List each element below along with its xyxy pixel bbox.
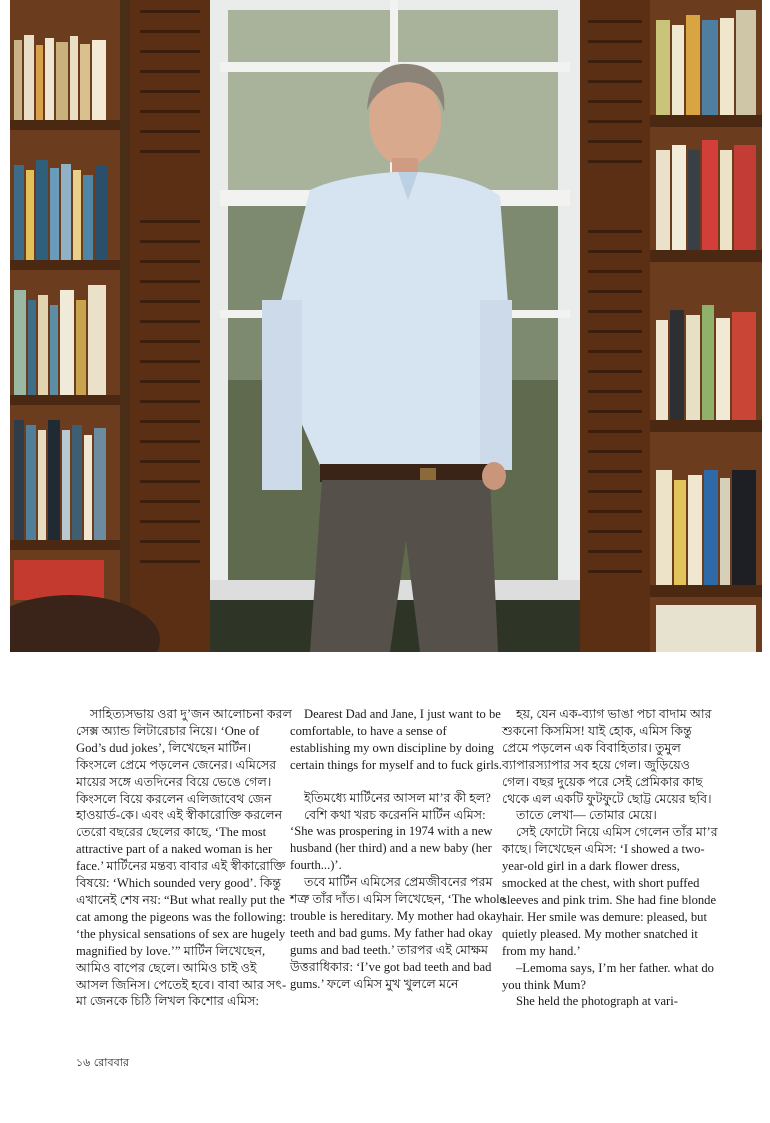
article-column-2	[290, 706, 506, 993]
article-column-3	[502, 706, 718, 1010]
portrait-photo	[10, 0, 762, 652]
article-column-1	[76, 706, 292, 1010]
paragraph: তাতে লেখা— তোমার মেয়ে।	[516, 808, 657, 823]
paragraph: তবে মার্টিন এমিসের প্রেমজীবনের পরম শত্রু তাঁর দাঁত। এমিস লিখেছেন, ‘The whole trouble is hereditary. My mother had okay teeth and bad gums. My father had okay gums and bad teeth.’ তারপর এই মোক্ষম উত্তরাধিকার: ‘I’ve got bad teeth and bad gums.’ ফলে এমিস মুখ খুললে মনে	[290, 875, 506, 991]
paragraph: সেই ফোটো নিয়ে এমিস গেলেন তাঁর মা’র কাছে। লিখেছেন এমিস: ‘I showed a two-year-old girl in a dark flower dress, smocked at the chest, with short puffed sleeves and pink trim. She had fine blonde hair. Her smile was demure: pleased, but quietly pleased. My mother snatched it from my hand.’	[502, 825, 718, 958]
paragraph: –Lemoma says, I’m her father. what do you think Mum?	[502, 960, 714, 992]
paragraph: বেশি কথা খরচ করেননি মার্টিন এমিস: ‘She was prospering in 1974 with a new husband (her third) and a new baby (her fourth...)’.	[290, 807, 493, 873]
paragraph: She held the photograph at vari-	[516, 994, 678, 1009]
page-footer: ১৬ রোববার	[76, 1056, 129, 1069]
article-photo	[10, 0, 762, 652]
paragraph: হয়, যেন এক-ব্যাগ ভাঙা পচা বাদাম আর শুকনো কিসমিস! যাই হোক, এমিস কিন্তু প্রেমে পড়লেন এক বিবাহিতার। তুমুল ব্যাপারস্যাপার সব হয়ে গেল। জুড়িয়েও গেল। বছর দুয়েক পরে সেই প্রেমিকার কাছ থেকে এল একটি ফুটফুটে ছোট্ট মেয়ের ছবি।	[502, 707, 712, 806]
paragraph: ইতিমধ্যে মার্টিনের আসল মা’র কী হল?	[304, 790, 491, 805]
paragraph: সাহিত্যসভায় ওরা দু’জন আলোচনা করল সেক্স অ্যান্ড লিটারেচার নিয়ে। ‘One of God’s dud jokes’, লিখেছেন মার্টিন। কিংসলে প্রেমে পড়লেন জেনের। এমিসের মায়ের সঙ্গে এতদিনের বিয়ে ভেঙে গেল। কিংসলে বিয়ে করলেন এলিজাবেথ জেন হাওয়ার্ড-কে। এবং এই স্বীকারোক্তি করলেন তেরো বছরের ছেলের কাছে, ‘The most attractive part of a naked woman is her face.’ মার্টিনের মন্তব্য বাবার এই স্বীকারোক্তি বিষয়ে: ‘Which sounded very good’. কিন্তু এখানেই শেষ নয়: “But what really put the cat among the pigeons was the following: ‘the physical sensations of sex are hugely magnified by love.’” মার্টিন লিখেছেন, আমিও বাপের ছেলে। আমিও চাই ওই আসল জিনিস। পেতেই হবে। বাবা আর সৎ-মা জেনকে চিঠি লিখল কিশোর এমিস:	[76, 707, 292, 1009]
paragraph: Dearest Dad and Jane, I just want to be comfortable, to have a sense of establishing my own discipline by doing certain things for myself and to fuck girls.	[290, 707, 502, 772]
